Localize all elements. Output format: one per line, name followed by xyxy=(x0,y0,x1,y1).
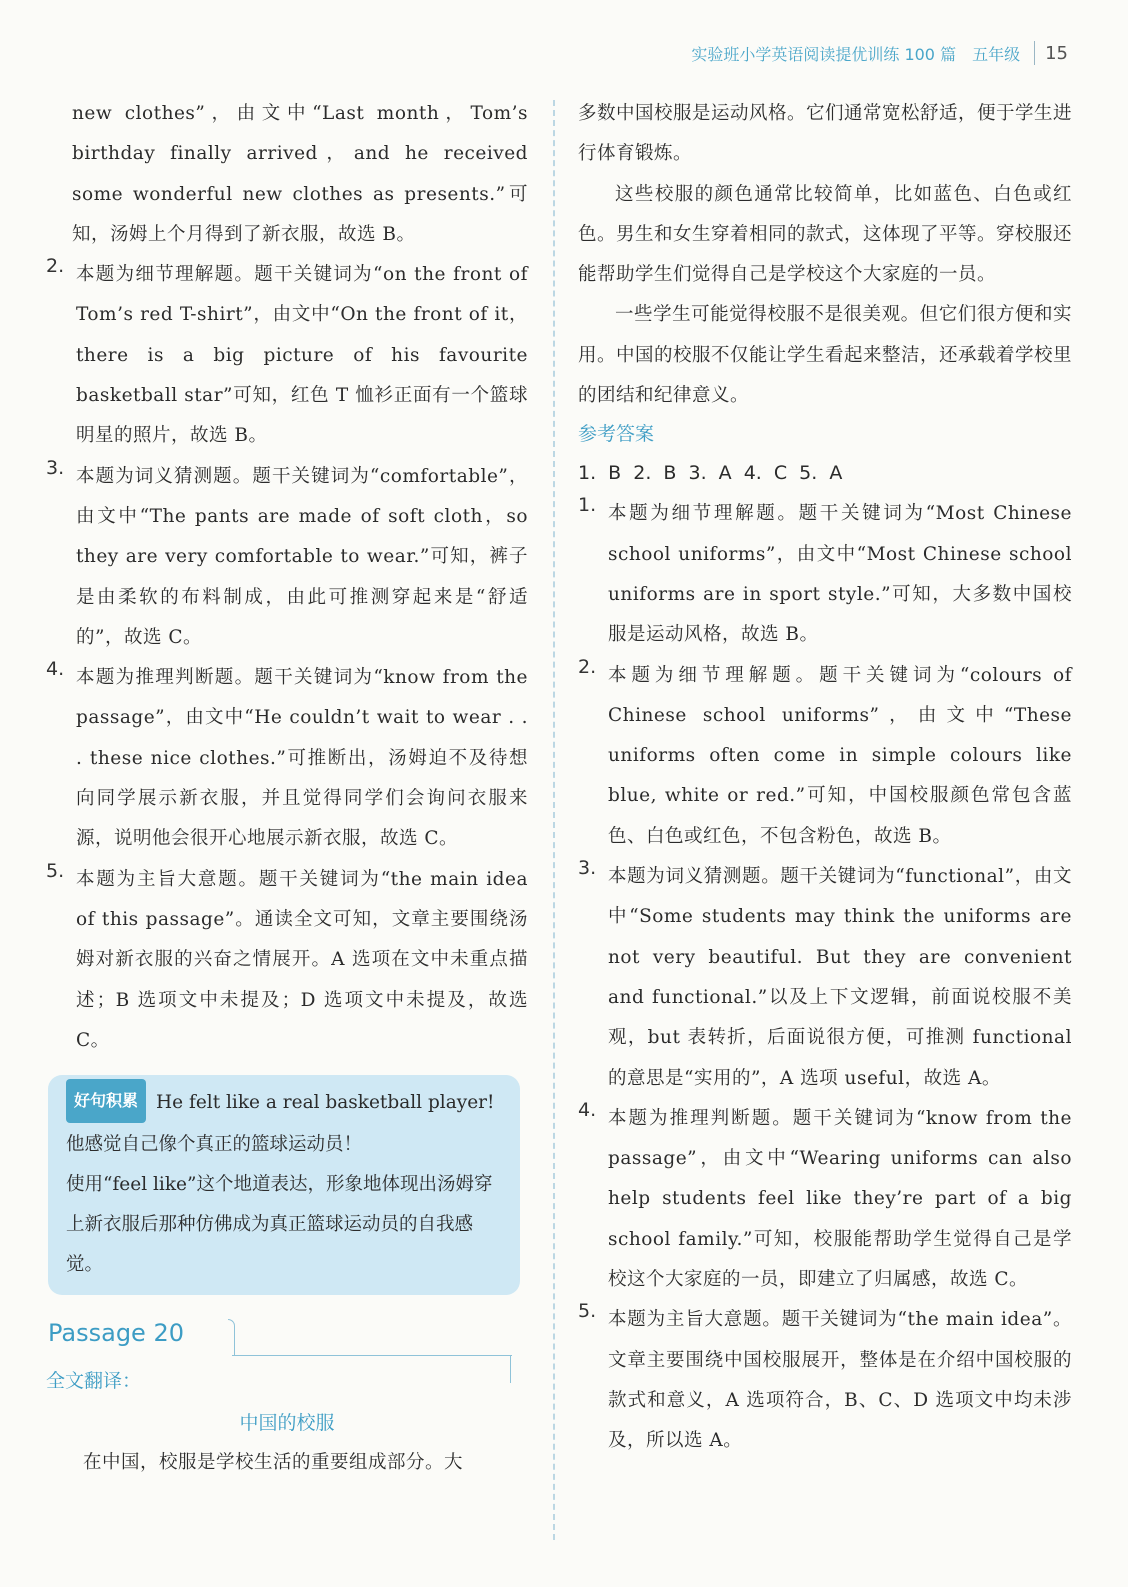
box-chinese: 他感觉自己像个真正的篮球运动员！ xyxy=(66,1134,363,1156)
item-number: 3. xyxy=(578,857,597,880)
left-column xyxy=(46,94,528,1483)
explanation-item xyxy=(578,1300,1072,1461)
book-series-title: 实验班小学英语阅读提优训练 100 篇 xyxy=(691,44,957,64)
item-text: 本题为词义猜测题。题干关键词为“functional”，由文中“Some students may think the uniforms are not very beautiful. But they are convenient and functional.”以及上下文逻辑，前面说校服不美观，but 表转折，后面说很方便，可推测 functional 的意思是“实用的”，A 选项 useful，故选 A。 xyxy=(608,866,1072,1089)
heading-rule xyxy=(232,1355,512,1356)
item-number: 1. xyxy=(578,494,597,517)
item-text: 本题为推理判断题。题干关键词为“know from the passage”，由文中“He couldn’t wait to wear . . . these nice clothes.”可推断出，汤姆迫不及待想向同学展示新衣服，并且觉得同学们会询问衣服来源，说明他会很开心地展示新衣服，故选 C。 xyxy=(76,667,528,850)
explanation-item xyxy=(578,857,1072,1099)
passage-heading xyxy=(46,1319,528,1355)
item-number: 3. xyxy=(46,456,65,479)
article-paragraph: 在中国，校服是学校生活的重要组成部分。大 xyxy=(83,1452,464,1474)
article-paragraph: 这些校服的颜色通常比较简单，比如蓝色、白色或红色。男生和女生穿着相同的款式，这体现了平等。穿校服还能帮助学生们觉得自己是学校这个大家庭的一员。 xyxy=(578,183,1073,286)
item-text: 本题为词义猜测题。题干关键词为“comfortable”，由文中“The pants are made of soft cloth，so they are very comfortable to wear.”可知，裤子是由柔软的布料制成，由此可推测穿起来是“舒适的”，故选 C。 xyxy=(76,465,528,648)
article-title: 中国的校服 xyxy=(239,1412,335,1435)
item-number: 5. xyxy=(46,859,65,882)
explanation-item xyxy=(46,860,528,1061)
box-english: He felt like a real basketball player! xyxy=(156,1092,495,1114)
page-header xyxy=(691,40,1068,66)
passage-title: Passage 20 xyxy=(48,1319,184,1348)
article-paragraph: 一些学生可能觉得校服不是很美观。但它们很方便和实用。中国的校服不仅能让学生看起来整洁，还承载着学校里的团结和纪律意义。 xyxy=(578,304,1073,407)
box-english-line xyxy=(66,1081,508,1125)
explanation-item xyxy=(578,656,1072,857)
heading-decoration xyxy=(228,1319,235,1356)
grade-label: 五年级 xyxy=(972,44,1021,64)
item-text: 本题为主旨大意题。题干关键词为“the main idea of this passage”。通读全文可知，文章主要围绕汤姆对新衣服的兴奋之情展开。A 选项在文中未重点描述；B 选项文中未提及；D 选项文中未提及，故选 C。 xyxy=(76,868,528,1051)
box-note: 使用“feel like”这个地道表达，形象地体现出汤姆穿上新衣服后那种仿佛成为真正篮球运动员的自我感觉。 xyxy=(66,1174,493,1276)
item-number: 5. xyxy=(578,1300,597,1323)
right-column xyxy=(578,94,1072,1462)
item-number: 4. xyxy=(46,658,65,681)
answer-key: 1. B 2. B 3. A 4. C 5. A xyxy=(578,462,843,485)
item-text: 本题为主旨大意题。题干关键词为“the main idea”。文章主要围绕中国校服展开，整体是在介绍中国校服的款式和意义，A 选项符合，B、C、D 选项文中均未涉及，所以选 A。 xyxy=(608,1309,1072,1452)
heading-decoration xyxy=(510,1355,511,1383)
good-sentence-tag: 好句积累 xyxy=(66,1079,146,1123)
explanation-item xyxy=(578,1099,1072,1300)
article-paragraph: 多数中国校服是运动风格。它们通常宽松舒适，便于学生进行体育锻炼。 xyxy=(578,103,1073,165)
item-text: 本题为细节理解题。题干关键词为“on the front of Tom’s red T-shirt”，由文中“On the front of it，there is a big picture of his favourite basketball star”可知，红色 T 恤衫正面有一个篮球明星的照片，故选 B。 xyxy=(76,264,528,447)
explanation-item xyxy=(578,494,1072,655)
item-number: 2. xyxy=(46,255,65,278)
page-number: 15 xyxy=(1045,42,1068,64)
header-divider xyxy=(1034,41,1035,65)
good-sentence-box xyxy=(48,1075,520,1295)
item-number: 2. xyxy=(578,655,597,678)
item-number: 4. xyxy=(578,1098,597,1121)
item-text: 本题为细节理解题。题干关键词为“colours of Chinese school uniforms”，由文中“These uniforms often come in simple colours like blue, white or red.”可知，中国校服颜色常包含蓝色、白色或红色，不包含粉色，故选 B。 xyxy=(608,664,1072,847)
explanation-item xyxy=(46,457,528,658)
answers-label: 参考答案 xyxy=(578,423,655,446)
explanation-item xyxy=(46,255,528,456)
item-text: 本题为细节理解题。题干关键词为“Most Chinese school uniforms”，由文中“Most Chinese school uniforms are in sport style.”可知，大多数中国校服是运动风格，故选 B。 xyxy=(608,503,1072,646)
column-divider xyxy=(553,100,555,1540)
translation-label: 全文翻译： xyxy=(46,1370,142,1393)
item-text: 本题为推理判断题。题干关键词为“know from the passage”，由文中“Wearing uniforms can also help students feel like they’re part of a big school family.”可知，校服能帮助学生觉得自己是学校这个大家庭的一员，即建立了归属感，故选 C。 xyxy=(608,1107,1072,1291)
explanation-item xyxy=(46,658,528,859)
answer-explanation-continued: new clothes”，由文中“Last month，Tom’s birthday finally arrived，and he received some wonderful new clothes as presents.”可知，汤姆上个月得到了新衣服，故选 B。 xyxy=(72,103,528,245)
